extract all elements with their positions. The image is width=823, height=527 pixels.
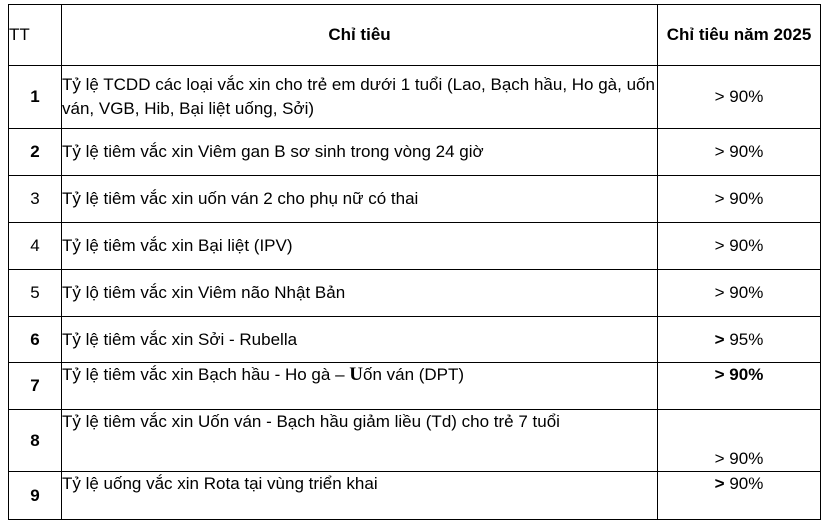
table-row bbox=[9, 410, 821, 472]
row-indicator bbox=[62, 363, 658, 410]
row-indicator: Tỷ lệ tiêm vắc xin uốn ván 2 cho phụ nữ có thai bbox=[62, 176, 658, 223]
table-row bbox=[9, 472, 821, 520]
targets-table bbox=[8, 4, 821, 520]
header-tt: TT bbox=[9, 5, 62, 66]
table-header-row bbox=[9, 5, 821, 66]
row-indicator: Tỷ lệ tiêm vắc xin Viêm gan B sơ sinh trong vòng 24 giờ bbox=[62, 129, 658, 176]
row-number: 5 bbox=[9, 270, 62, 317]
row-number: 2 bbox=[9, 129, 62, 176]
row-indicator: Tỷ lệ uống vắc xin Rota tại vùng triển khai bbox=[62, 472, 658, 520]
row-number: 6 bbox=[9, 317, 62, 363]
row-target: > 90% bbox=[658, 129, 821, 176]
row-target bbox=[658, 472, 821, 520]
row-number: 7 bbox=[9, 363, 62, 410]
row-target: > 90% bbox=[658, 363, 821, 410]
row-number: 4 bbox=[9, 223, 62, 270]
row-indicator: Tỷ lộ tiêm vắc xin Viêm não Nhật Bản bbox=[62, 270, 658, 317]
indicator-text-start: Tỷ lệ tiêm vắc xin Bạch hầu - Ho gà – bbox=[62, 365, 350, 384]
indicator-letter-u: U bbox=[349, 364, 363, 385]
table-row bbox=[9, 66, 821, 129]
indicator-text-end: ốn ván (DPT) bbox=[362, 365, 465, 384]
row-number: 1 bbox=[9, 66, 62, 129]
target-value: 90% bbox=[724, 474, 764, 493]
row-indicator: Tỷ lệ tiêm vắc xin Uốn ván - Bạch hầu giảm liều (Td) cho trẻ 7 tuổi bbox=[62, 410, 658, 472]
row-number: 8 bbox=[9, 410, 62, 472]
row-number: 3 bbox=[9, 176, 62, 223]
table-row bbox=[9, 317, 821, 363]
row-indicator: Tỷ lệ TCDD các loại vắc xin cho trẻ em dưới 1 tuổi (Lao, Bạch hầu, Ho gà, uốn ván, VGB, Hib, Bại liệt uống, Sởi) bbox=[62, 66, 658, 129]
target-sign: > bbox=[714, 329, 725, 349]
target-value: 95% bbox=[724, 329, 764, 349]
row-target bbox=[658, 317, 821, 363]
table-row bbox=[9, 223, 821, 270]
row-target: > 90% bbox=[658, 410, 821, 472]
target-sign: > bbox=[714, 474, 725, 493]
table-row bbox=[9, 129, 821, 176]
row-target: > 90% bbox=[658, 223, 821, 270]
row-indicator: Tỷ lệ tiêm vắc xin Sởi - Rubella bbox=[62, 317, 658, 363]
table-row bbox=[9, 176, 821, 223]
row-number: 9 bbox=[9, 472, 62, 520]
row-indicator: Tỷ lệ tiêm vắc xin Bại liệt (IPV) bbox=[62, 223, 658, 270]
table-row bbox=[9, 363, 821, 410]
header-target: Chỉ tiêu năm 2025 bbox=[658, 5, 821, 66]
row-target: > 90% bbox=[658, 66, 821, 129]
table-row bbox=[9, 270, 821, 317]
row-target: > 90% bbox=[658, 270, 821, 317]
row-target: > 90% bbox=[658, 176, 821, 223]
header-indicator: Chỉ tiêu bbox=[62, 5, 658, 66]
